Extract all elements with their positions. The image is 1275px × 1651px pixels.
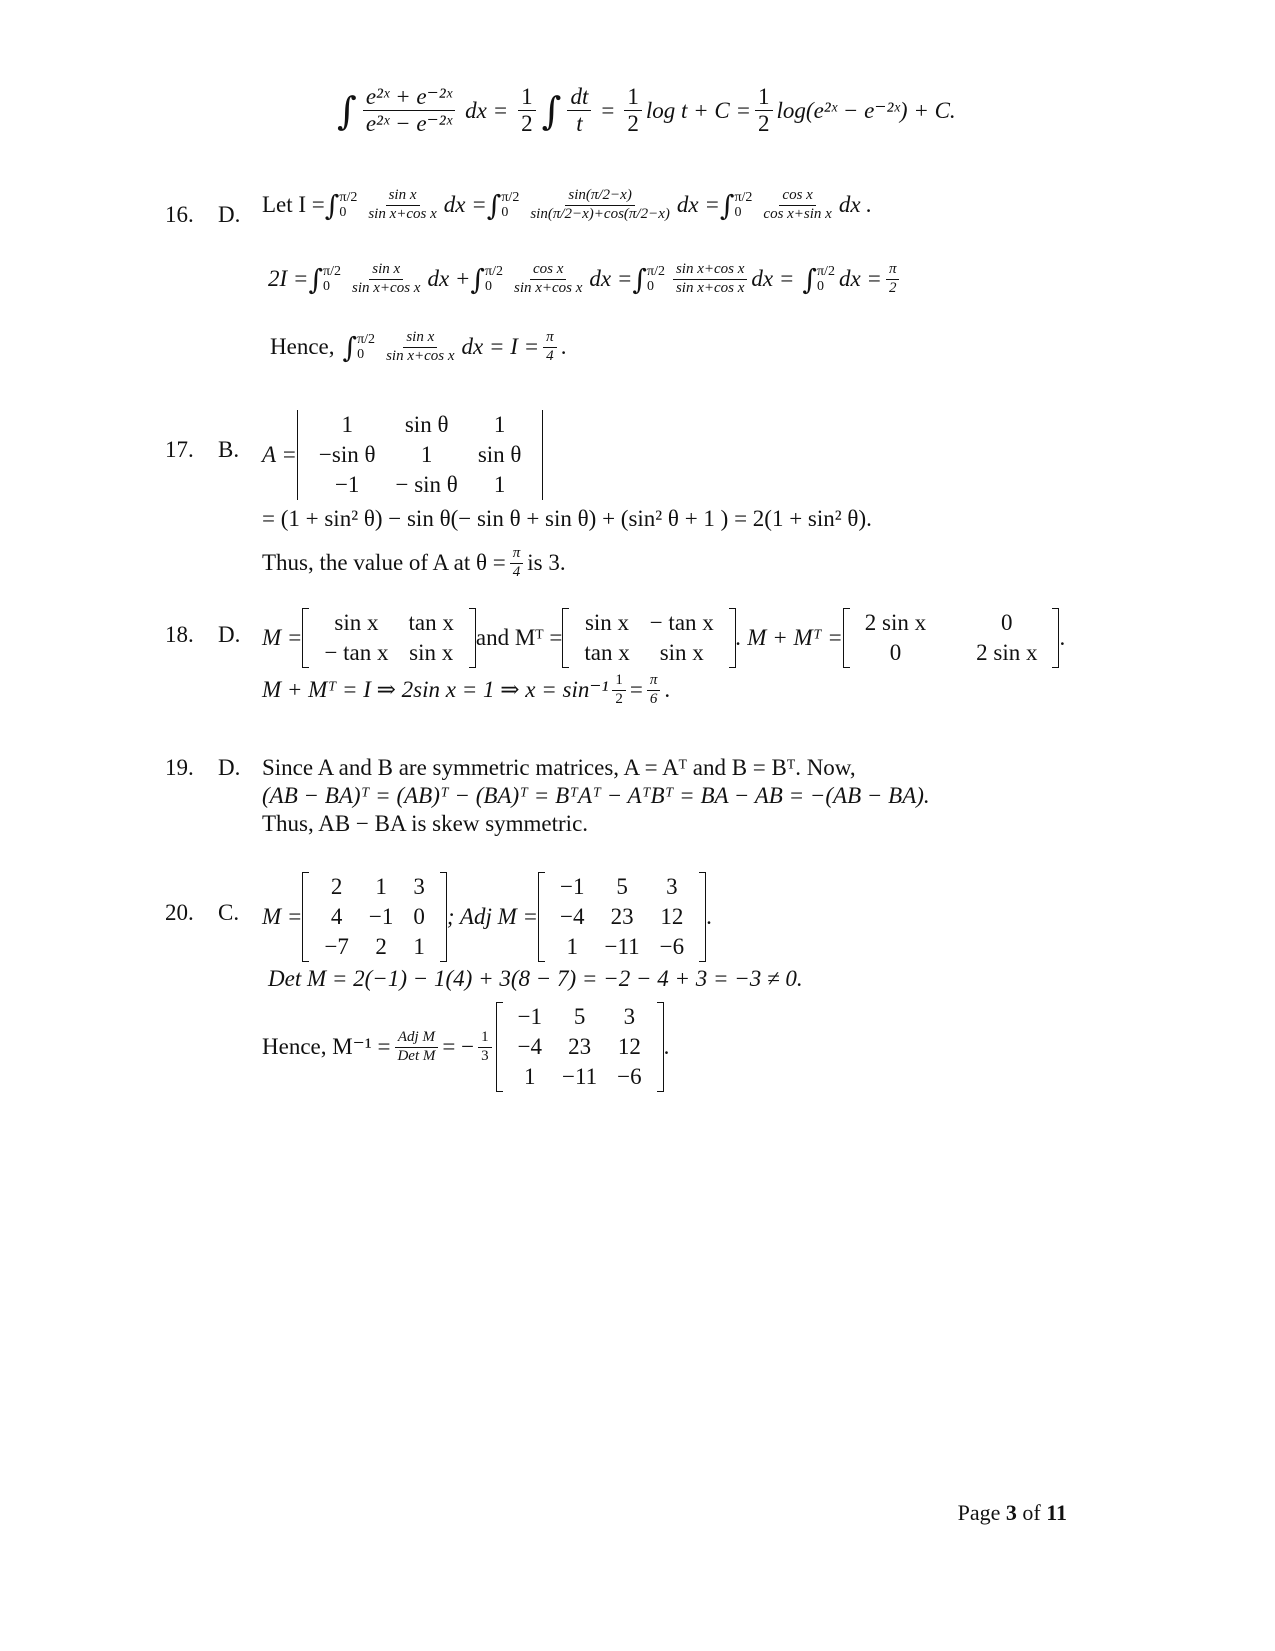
footer-of: of — [1022, 1500, 1041, 1525]
integral-sign: ∫ — [337, 88, 357, 133]
q18-eq: = — [629, 677, 643, 703]
q18-matrices-line: M = sin x tan x − tan x sin x and Mᵀ = sin x − tan x tan x sin x . M + Mᵀ = 2 sin x 0 0 2 sin x . — [262, 608, 1065, 668]
q16-dx-end: dx . — [838, 192, 873, 218]
integral-sign: ∫ — [324, 188, 340, 222]
q16-result: dx = I = — [461, 334, 540, 360]
matrix-cell: sin θ — [404, 412, 449, 437]
matrix-cell: sin x — [659, 640, 704, 665]
matrix-cell: 12 — [617, 1034, 641, 1059]
matrix-cell: 5 — [616, 874, 628, 899]
matrix-cell: 2 — [330, 874, 343, 899]
matrix-cell: sin x — [409, 640, 454, 665]
q20-adj-over-det: $\frac{\text{Adj M}}{\text{Det M}}$ — [394, 1030, 438, 1065]
matrix-cell: − tan x — [649, 610, 714, 635]
q20-eq: = − — [442, 1034, 475, 1059]
q17-a-eq: A = — [262, 442, 297, 467]
matrix-cell: 1 — [566, 934, 579, 959]
matrix-cell: 2 — [375, 934, 387, 959]
q15-half-1: $\frac{1}{2}$ — [518, 85, 536, 136]
q18-equation: M + Mᵀ = I ⇒ 2sin x = 1 ⇒ x = sin⁻¹ — [262, 677, 609, 703]
q17-determinant — [297, 410, 544, 500]
q19-line-3: Thus, AB − BA is skew symmetric. — [262, 811, 589, 836]
matrix-cell: sin x — [334, 610, 379, 635]
matrix-cell: 3 — [623, 1004, 636, 1029]
integral-sign: ∫ — [342, 330, 358, 364]
matrix-cell: tan x — [408, 610, 454, 635]
integral-sign: ∫ — [308, 262, 324, 296]
matrix-cell: 23 — [568, 1034, 592, 1059]
q15-eq: = — [601, 97, 615, 123]
q16-pi-over-4: $\frac{\pi}{4}$ — [543, 330, 557, 365]
q19-line-2: (AB − BA)ᵀ = (AB)ᵀ − (BA)ᵀ = BᵀAᵀ − AᵀBᵀ = BA − AB = −(AB − BA). — [262, 783, 930, 808]
matrix-cell: −4 — [560, 904, 585, 929]
q17-pi-over-4: $\frac{\pi}{4}$ — [510, 546, 524, 581]
question-number: 16. — [165, 202, 194, 227]
matrix-cell: −1 — [334, 472, 360, 497]
q20-m-eq: M = — [262, 904, 303, 929]
q20-adj-eq: ; Adj M = — [446, 904, 539, 929]
q19-line-1: Since A and B are symmetric matrices, A = Aᵀ and B = Bᵀ. Now, — [262, 755, 856, 780]
question-number: 18. — [165, 622, 194, 647]
integral-limits: π/2 0 — [816, 263, 835, 295]
matrix-cell: −1 — [368, 904, 394, 929]
q16-2i: 2I = — [268, 266, 309, 292]
matrix-cell: 2 sin x — [976, 640, 1038, 665]
q16-l2-frac-a: $\frac{\text{sin x}}{\text{sin x+cos x}}$ — [352, 261, 421, 296]
matrix-cell: −6 — [659, 934, 685, 959]
q18-pi-over-6: $\frac{\pi}{6}$ — [647, 673, 661, 708]
q15-integral-line — [335, 85, 956, 136]
q16-hence: Hence, — [270, 334, 335, 360]
matrix-cell: 5 — [573, 1004, 586, 1029]
q17-expansion: = (1 + sin² θ) − sin θ(− sin θ + sin θ) + (sin² θ + 1 ) = 2(1 + sin² θ). — [262, 506, 872, 531]
matrix-cell: 1 — [420, 442, 433, 467]
q17-determinant-line — [262, 410, 543, 500]
q20-one-third: $\frac{1}{3}$ — [478, 1030, 492, 1065]
matrix-cell: 0 — [1001, 610, 1013, 635]
q16-dx: dx = — [589, 266, 633, 292]
answer-letter: C. — [218, 900, 240, 925]
q15-log-t: log t + C = — [645, 97, 752, 123]
q15-log-final: log(e²ˣ − e⁻²ˣ) + C. — [776, 97, 956, 123]
integral-sign: ∫ — [470, 262, 486, 296]
q16-frac-c: $\frac{\text{cos x}}{\text{cos x+sin x}}$ — [763, 187, 832, 222]
q20-matrix-m — [302, 872, 446, 962]
integral-sign: ∫ — [541, 88, 562, 133]
q20-matrix-inverse — [496, 1002, 664, 1092]
question-number: 19. — [165, 755, 194, 780]
integral-sign: ∫ — [632, 262, 647, 296]
matrix-cell: −4 — [517, 1034, 543, 1059]
q16-l2-frac-c: $\frac{\text{sin x+cos x}}{\text{sin x+cos x}}$ — [673, 262, 747, 297]
integral-limits: π/2 0 — [647, 263, 665, 295]
matrix-cell: 1 — [341, 412, 353, 437]
q18-matrix-sum — [843, 608, 1060, 668]
integral-limits: π/2 0 — [485, 263, 503, 295]
matrix-cell: −7 — [324, 934, 349, 959]
q16-line-1 — [262, 188, 872, 223]
q16-dx: dx = — [751, 266, 795, 292]
q18-m-eq: M = — [262, 625, 303, 650]
matrix-cell: −11 — [562, 1064, 598, 1089]
q20-matrices-line: M = 2 1 3 4 −1 0 −7 2 1 ; Adj M = −1 5 3 −4 23 12 1 −11 −6 . — [262, 872, 712, 962]
answer-letter: D. — [218, 622, 241, 647]
q16-line-3: Hence, ∫ π/2 0 $\frac{\text{sin x}}{\text{sin x+cos x}}$ dx = I = $\frac{\pi}{4}$ . — [270, 329, 567, 364]
matrix-cell: 0 — [413, 904, 425, 929]
matrix-cell: 1 — [375, 874, 387, 899]
q17-text: Thus, the value of A at θ = — [262, 550, 506, 576]
q15-fraction: $\frac{\text{e²ˣ + e⁻²ˣ}}{\text{e²ˣ − e⁻²ˣ}}$ — [363, 85, 455, 136]
integral-limits: π/2 0 — [357, 331, 376, 363]
matrix-cell: 1 — [524, 1064, 536, 1089]
matrix-cell: 2 sin x — [864, 610, 927, 635]
q16-line-2 — [268, 262, 903, 297]
page-footer — [958, 1500, 1067, 1526]
matrix-cell: − sin θ — [395, 472, 458, 497]
matrix-cell: 0 — [889, 640, 902, 665]
footer-page-label: Page — [957, 1500, 1001, 1525]
footer-current-page: 3 — [1005, 1500, 1017, 1525]
q16-plus: dx + — [427, 266, 471, 292]
matrix-cell: sin x — [584, 610, 630, 635]
matrix-cell: −1 — [560, 874, 585, 899]
integral-limits: π/2 0 — [501, 189, 520, 221]
matrix-cell: −11 — [604, 934, 640, 959]
q18-matrix-mt — [562, 608, 735, 668]
q16-let: Let I = — [262, 192, 325, 218]
answer-letter: D. — [218, 202, 241, 227]
q15-dt-fraction: $\frac{dt}{t}$ — [567, 85, 591, 136]
matrix-cell: −1 — [517, 1004, 543, 1029]
q20-inverse-line: Hence, M⁻¹ = $\frac{\text{Adj M}}{\text{Det M}}$ = − $\frac{1}{3}$ −1 5 3 −4 23 12 1 −11 −6 . — [262, 1002, 669, 1092]
integral-limits: π/2 0 — [339, 189, 358, 221]
matrix-cell: 3 — [413, 874, 425, 899]
q17-result: is 3. — [527, 550, 566, 576]
q18-sum: . M + Mᵀ = — [735, 625, 843, 650]
integral-sign: ∫ — [486, 188, 502, 222]
q16-frac-b: $\frac{\sin(\pi/2-x)}{\sin(\pi/2-x)+\cos(\pi/2-x)}$ — [530, 187, 670, 222]
q20-matrix-adj — [538, 872, 706, 962]
q16-pi-over-2: $\frac{\pi}{2}$ — [886, 262, 900, 297]
matrix-cell: 1 — [493, 472, 506, 497]
matrix-cell: sin θ — [477, 442, 522, 467]
q18-and: and Mᵀ = — [475, 625, 563, 650]
q18-half: $\frac{1}{2}$ — [612, 673, 626, 708]
matrix-cell: −sin θ — [318, 442, 376, 467]
q18-matrix-m — [302, 608, 475, 668]
matrix-cell: − tan x — [324, 640, 389, 665]
answer-letter: D. — [218, 755, 241, 780]
q16-dx: dx = — [443, 192, 487, 218]
q16-l3-frac: $\frac{\text{sin x}}{\text{sin x+cos x}}$ — [386, 329, 455, 364]
q16-l2-frac-b: $\frac{\text{cos x}}{\text{sin x+cos x}}$ — [513, 261, 583, 296]
integral-limits: π/2 0 — [323, 263, 341, 295]
q18-line-2: M + Mᵀ = I ⇒ 2sin x = 1 ⇒ x = sin⁻¹ $\frac{1}{2}$ = $\frac{\pi}{6}$ . — [262, 672, 671, 707]
integral-limits: π/2 0 — [734, 189, 753, 221]
q20-hence: Hence, M⁻¹ = — [262, 1034, 391, 1059]
matrix-cell: 1 — [493, 412, 506, 437]
q15-half-3: $\frac{1}{2}$ — [755, 85, 773, 136]
q16-frac-a: $\frac{\text{sin x}}{\text{sin x+cos x}}$ — [368, 187, 437, 222]
q16-dx: dx = — [676, 192, 720, 218]
matrix-cell: 1 — [413, 934, 425, 959]
matrix-cell: −6 — [617, 1064, 642, 1089]
matrix-cell: 23 — [610, 904, 634, 929]
q17-conclusion — [262, 546, 566, 581]
q15-dx: dx = — [465, 97, 509, 123]
question-number: 17. — [165, 437, 194, 462]
matrix-cell: 3 — [666, 874, 678, 899]
q20-determinant: Det M = 2(−1) − 1(4) + 3(8 − 7) = −2 − 4 + 3 = −3 ≠ 0. — [268, 966, 803, 991]
q16-final: dx = — [838, 266, 882, 292]
matrix-cell: tan x — [584, 640, 630, 665]
matrix-cell: 12 — [660, 904, 684, 929]
q15-half-2: $\frac{1}{2}$ — [624, 85, 642, 136]
matrix-cell: 4 — [330, 904, 343, 929]
question-number: 20. — [165, 900, 194, 925]
footer-total-pages: 11 — [1046, 1500, 1067, 1525]
integral-sign: ∫ — [802, 262, 817, 296]
answer-letter: B. — [218, 437, 240, 462]
integral-sign: ∫ — [719, 188, 735, 222]
